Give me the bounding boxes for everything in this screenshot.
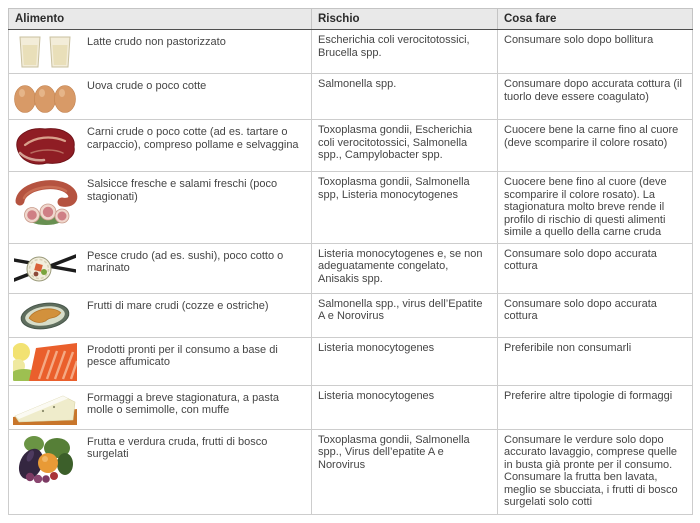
- risk-cell: Escherichia coli verocitotossici, Brucella spp.: [312, 30, 498, 74]
- food-name: Latte crudo non pastorizzato: [87, 36, 226, 48]
- risk-cell: Listeria monocytogenes: [312, 337, 498, 385]
- food-name: Salsicce fresche e salami freschi (poco stagionati): [87, 178, 278, 203]
- fruit-vegetables-icon: [11, 434, 79, 483]
- food-name: Prodotti pronti per il consumo a base di pesce affumicato: [87, 343, 278, 368]
- risk-cell: Toxoplasma gondii, Escherichia coli verocitotossici, Salmonella spp., Campylobacter spp.: [312, 120, 498, 172]
- action-cell: Consumare solo dopo bollitura: [498, 30, 693, 74]
- food-name: Frutta e verdura cruda, frutti di bosco surgelati: [87, 435, 268, 460]
- table-row: [9, 30, 693, 74]
- cheese-icon: [11, 390, 79, 425]
- table-row: [9, 120, 693, 172]
- action-cell: Preferire altre tipologie di formaggi: [498, 385, 693, 429]
- risk-cell: Listeria monocytogenes e, se non adeguatamente congelato, Anisakis spp.: [312, 243, 498, 293]
- food-cell: [9, 337, 312, 385]
- food-cell: [9, 74, 312, 120]
- food-name: Pesce crudo (ad es. sushi), poco cotto o marinato: [87, 249, 284, 274]
- raw-meat-icon: [11, 124, 79, 167]
- mussel-icon: [11, 298, 79, 333]
- food-cell: [9, 243, 312, 293]
- risk-cell: Toxoplasma gondii, Salmonella spp, Listeria monocytogenes: [312, 172, 498, 244]
- risk-cell: Listeria monocytogenes: [312, 385, 498, 429]
- food-risk-table: [8, 8, 693, 515]
- food-name: Uova crude o poco cotte: [87, 80, 207, 92]
- action-cell: Cuocere bene la carne fino al cuore (deve scomparire il colore rosato): [498, 120, 693, 172]
- food-cell: [9, 429, 312, 514]
- table-row: [9, 385, 693, 429]
- table-row: [9, 429, 693, 514]
- food-name: Frutti di mare crudi (cozze e ostriche): [87, 299, 269, 312]
- table-row: [9, 74, 693, 120]
- action-cell: Consumare solo dopo accurata cottura: [498, 243, 693, 293]
- risk-cell: Toxoplasma gondii, Salmonella spp., Virus dell’epatite A e Norovirus: [312, 429, 498, 514]
- action-cell: Cuocere bene fino al cuore (deve scomparire il colore rosato). La stagionatura molto breve rende il profilo di rischio di questi alimenti simile a quello della carne cruda: [498, 172, 693, 244]
- action-cell: Consumare dopo accurata cottura (il tuorlo deve essere coagulato): [498, 74, 693, 120]
- action-cell: Consumare le verdure solo dopo accurato lavaggio, comprese quelle in busta già pronte per il consumo. Consumare la frutta ben lavata, meglio se sbucciata, i frutti di bosco surgelati solo cotti: [498, 429, 693, 514]
- food-cell: [9, 385, 312, 429]
- food-cell: [9, 293, 312, 337]
- smoked-salmon-icon: [11, 342, 79, 381]
- table-row: [9, 243, 693, 293]
- eggs-icon: [11, 78, 79, 115]
- food-name: Formaggi a breve stagionatura, a pasta molle o semimolle, con muffe: [87, 391, 280, 416]
- action-cell: Preferibile non consumarli: [498, 337, 693, 385]
- action-cell: Consumare solo dopo accurata cottura: [498, 293, 693, 337]
- food-cell: [9, 30, 312, 74]
- food-name: Carni crude o poco cotte (ad es. tartare o carpaccio), compreso pollame e selvaggina: [87, 126, 299, 151]
- table-header: [9, 9, 693, 30]
- food-cell: [9, 172, 312, 244]
- table-row: [9, 293, 693, 337]
- milk-glasses-icon: [11, 34, 79, 69]
- column-header-alimento: Alimento: [9, 9, 312, 30]
- food-cell: [9, 120, 312, 172]
- column-header-rischio: Rischio: [312, 9, 498, 30]
- salami-icon: [11, 176, 79, 227]
- risk-cell: Salmonella spp., virus dell’Epatite A e Norovirus: [312, 293, 498, 337]
- sushi-icon: [11, 248, 79, 287]
- column-header-cosa-fare: Cosa fare: [498, 9, 693, 30]
- table-row: [9, 172, 693, 244]
- table-row: [9, 337, 693, 385]
- risk-cell: Salmonella spp.: [312, 74, 498, 120]
